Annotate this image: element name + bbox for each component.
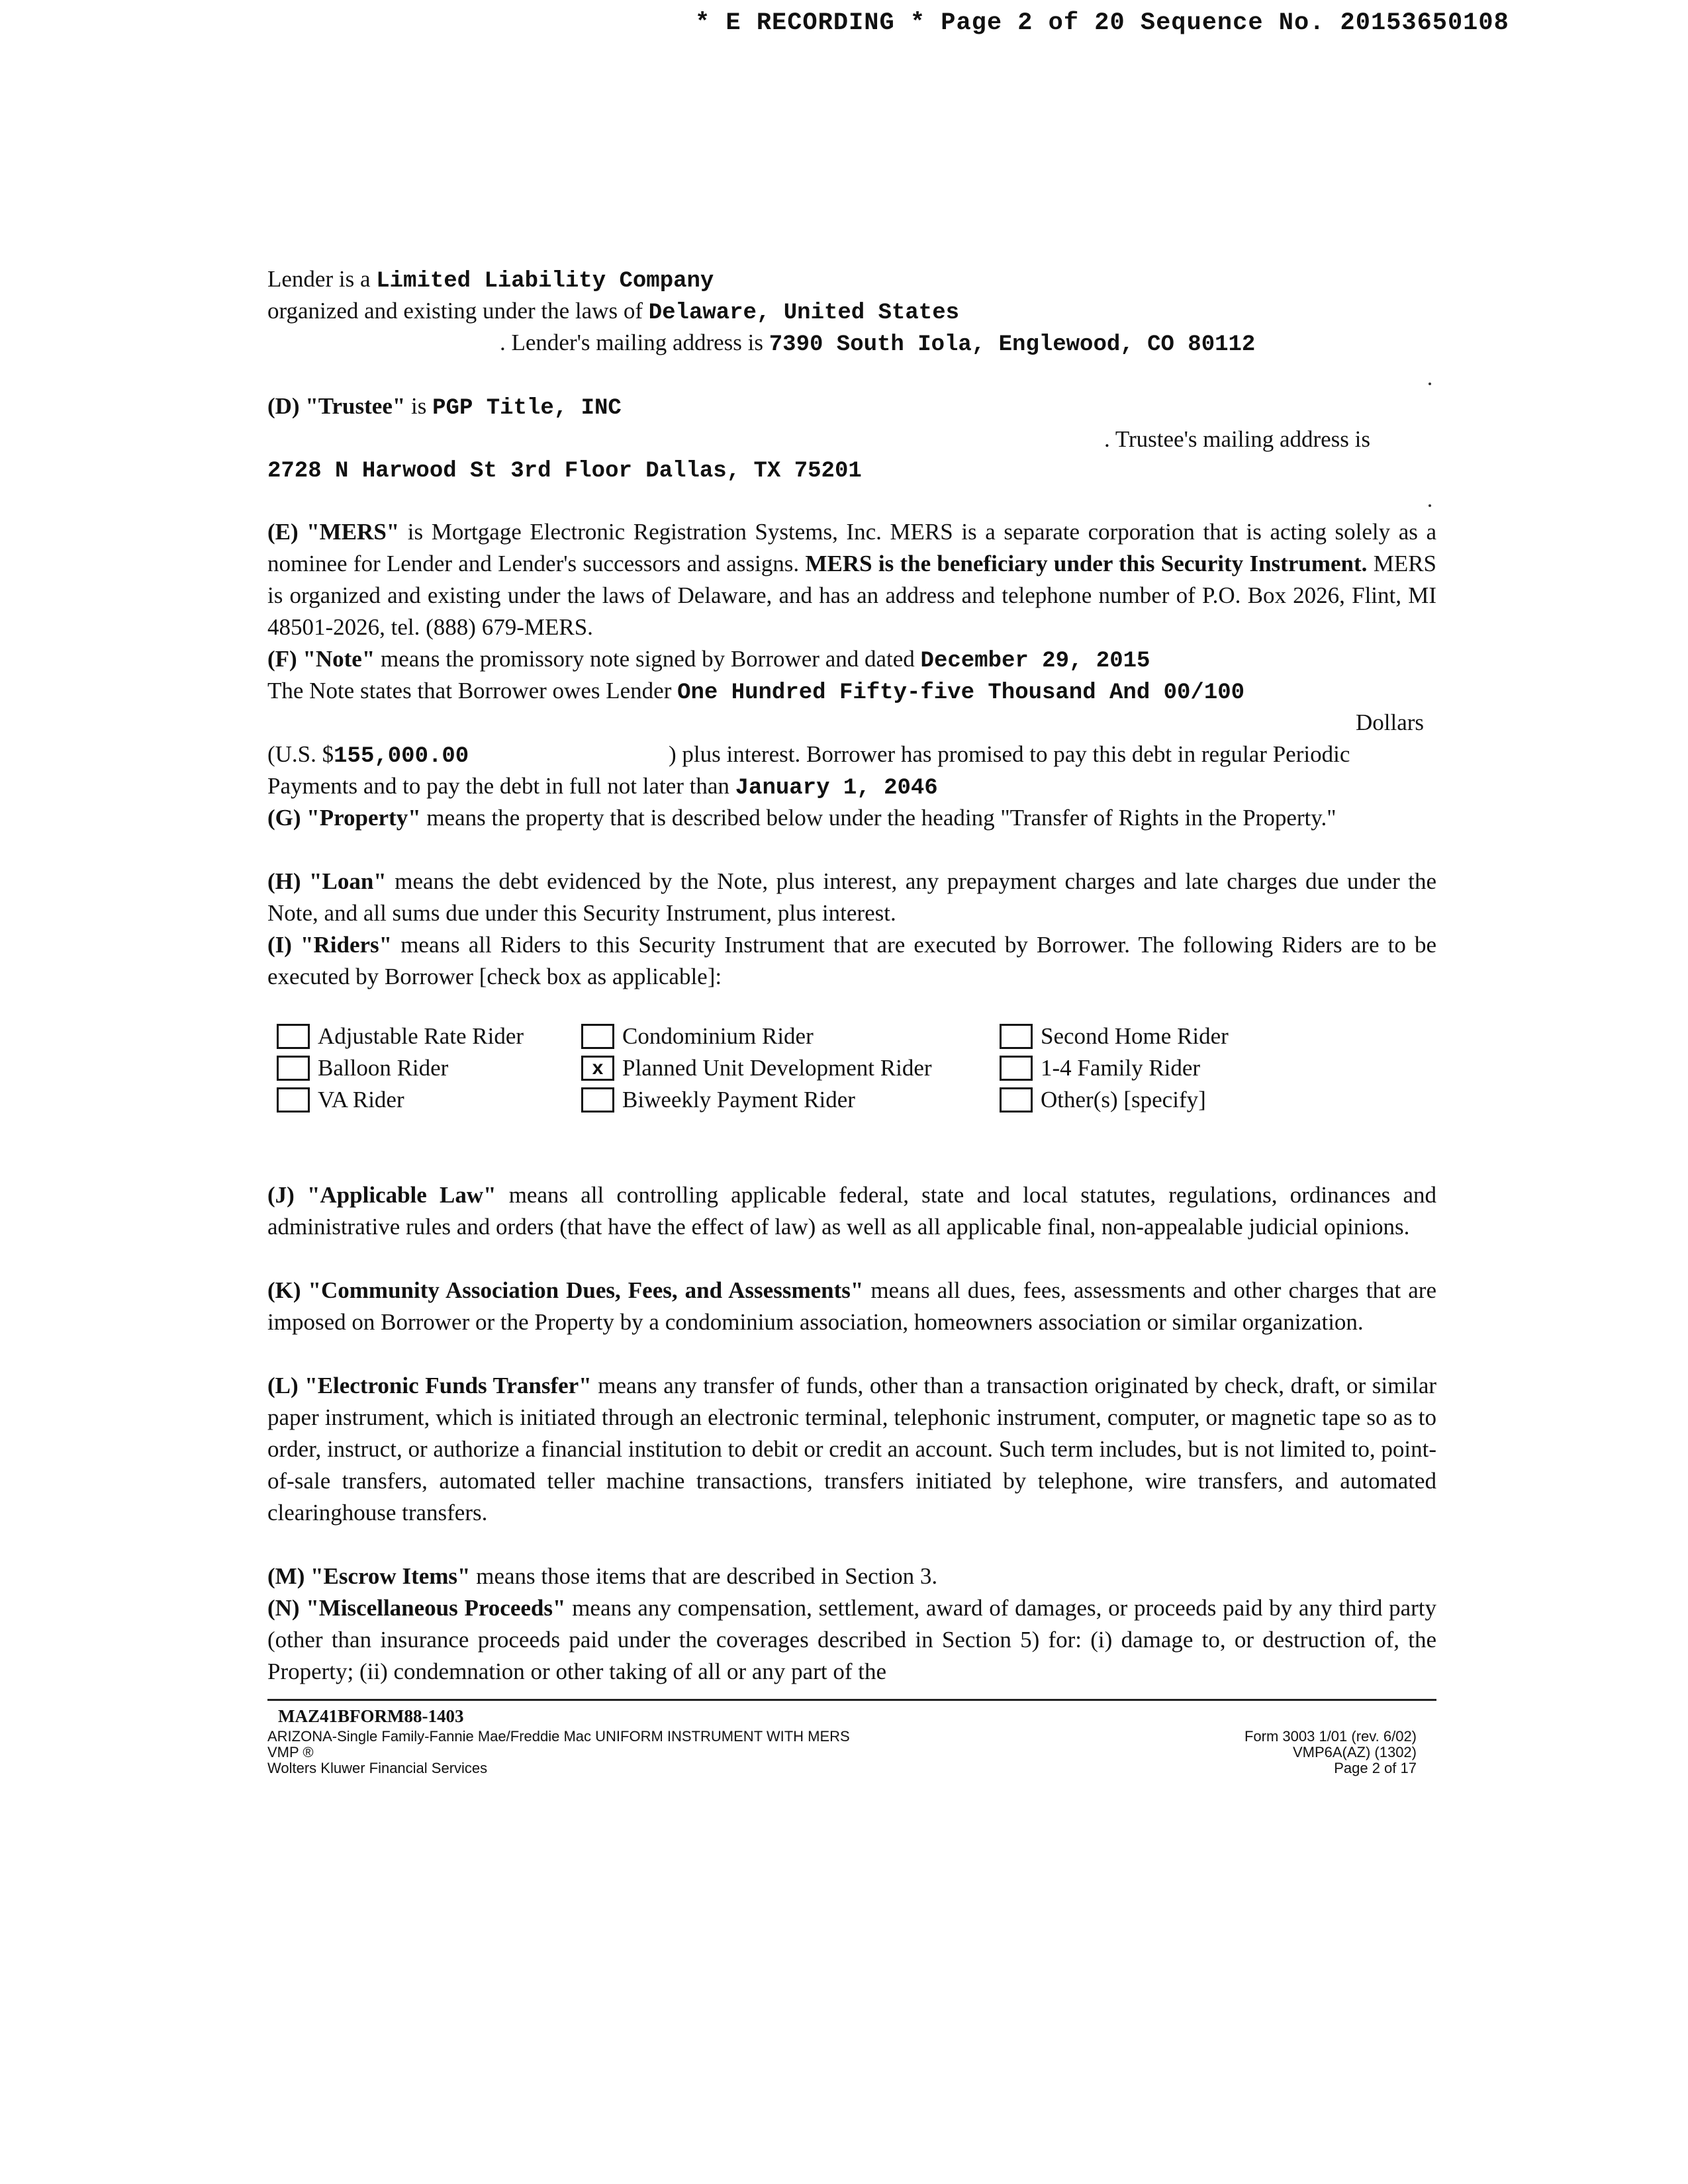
escrow-text: means those items that are described in Section 3.	[470, 1563, 938, 1589]
note-amount-words: One Hundred Fifty-five Thousand And 00/100	[677, 680, 1245, 705]
rider-label: Adjustable Rate Rider	[318, 1023, 524, 1049]
misc-proceeds-definition	[267, 1592, 1436, 1688]
footer-rule	[267, 1699, 1436, 1701]
property-label: (G) "Property"	[267, 805, 421, 831]
footer-left-line3: Wolters Kluwer Financial Services	[267, 1760, 488, 1776]
mers-label: (E) "MERS"	[267, 519, 400, 545]
lender-intro: Lender is a	[267, 266, 377, 292]
rider-label: Biweekly Payment Rider	[622, 1087, 855, 1113]
footer-left-line1: ARIZONA-Single Family-Fannie Mae/Freddie Mac UNIFORM INSTRUMENT WITH MERS	[267, 1728, 850, 1745]
eft-definition	[267, 1370, 1436, 1529]
dues-text: means all dues, fees, assessments and other charges that are imposed on Borrower or the Property by a condominium association, homeowners association or similar organization.	[267, 1277, 1436, 1335]
riders-label: (I) "Riders"	[267, 932, 393, 958]
dues-label: (K) "Community Association Dues, Fees, and Assessments"	[267, 1277, 864, 1303]
property-text: means the property that is described below under the heading "Transfer of Rights in the Property."	[420, 805, 1336, 831]
footer-left-line2: VMP ®	[267, 1744, 314, 1760]
rider-other[interactable]	[1000, 1084, 1206, 1116]
note-line3	[267, 739, 469, 772]
rider-checkbox[interactable]	[1000, 1087, 1033, 1113]
mers-definition	[267, 516, 1436, 643]
mers-bold: MERS is the beneficiary under this Security Instrument.	[805, 551, 1368, 576]
rider-biweekly-payment[interactable]	[581, 1084, 855, 1116]
rider-va[interactable]	[277, 1084, 404, 1116]
rider-label: Second Home Rider	[1041, 1023, 1229, 1049]
footer-page-number: Page 2 of 17	[1334, 1760, 1417, 1776]
loan-text: means the debt evidenced by the Note, plus interest, any prepayment charges and late charges due under the Note, and all sums due under this Security Instrument, plus interest.	[267, 868, 1436, 926]
rider-planned-unit-development[interactable]	[581, 1052, 932, 1084]
misc-label: (N) "Miscellaneous Proceeds"	[267, 1595, 566, 1621]
loan-definition	[267, 866, 1436, 929]
note-line1	[267, 643, 1150, 677]
riders-text: means all Riders to this Security Instrument that are executed by Borrower. The following Riders are to be executed by Borrower [check box as applicable]:	[267, 932, 1436, 989]
escrow-label: (M) "Escrow Items"	[267, 1563, 471, 1589]
misc-text: means any compensation, settlement, award of damages, or proceeds paid by any third party (other than insurance proceeds paid under the coverages described in Section 5) for: (i) damage to, or destruction of, the Property; (ii) condemnation or other taking of all or any part of the	[267, 1595, 1436, 1684]
eft-text: means any transfer of funds, other than a transaction originated by check, draft, or similar paper instrument, which is initiated through an electronic terminal, telephonic instrument, computer, or magnetic tape so as to order, instruct, or authorize a financial institution to debit or credit an account. Such term includes, but is not limited to, point-of-sale transfers, automated teller machine transactions, transfers initiated by telephone, wire transfers, and automated clearinghouse transfers.	[267, 1373, 1437, 1525]
rider-label: 1-4 Family Rider	[1041, 1055, 1201, 1081]
lender-laws-prefix: organized and existing under the laws of	[267, 298, 649, 324]
note-text2: ) plus interest. Borrower has promised to pay this debt in regular Periodic	[669, 741, 1350, 767]
lender-type: Limited Liability Company	[376, 269, 714, 294]
note-maturity: January 1, 2046	[735, 776, 938, 801]
note-amount: 155,000.00	[334, 744, 469, 769]
rider-checkbox[interactable]	[581, 1087, 614, 1113]
footer-right-line2: VMP6A(AZ) (1302)	[1292, 1744, 1417, 1760]
loan-label: (H) "Loan"	[267, 868, 387, 894]
rider-adjustable-rate[interactable]	[277, 1021, 524, 1052]
footer-form-code: MAZ41BFORM88-1403	[278, 1706, 464, 1726]
dot-mark	[1429, 383, 1431, 385]
note-label: (F) "Note"	[267, 646, 375, 672]
note-owes-prefix: The Note states that Borrower owes Lender	[267, 678, 678, 704]
rider-label: VA Rider	[318, 1087, 404, 1113]
rider-checkbox[interactable]	[581, 1024, 614, 1049]
rider-checkbox[interactable]	[1000, 1056, 1033, 1081]
dot-mark	[1429, 504, 1431, 507]
note-text3: Payments and to pay the debt in full not later than	[267, 773, 735, 799]
mers-text1: is Mortgage Electronic Registration Systems, Inc. MERS is a separate corporation that is acting solely as a nominee for Lender and Lender's successors and assigns.	[267, 519, 1436, 576]
rider-checkbox[interactable]	[1000, 1024, 1033, 1049]
riders-definition	[267, 929, 1436, 993]
note-us-prefix: (U.S. $	[267, 741, 334, 767]
rider-condominium[interactable]	[581, 1021, 814, 1052]
trustee-name: PGP Title, INC	[432, 396, 622, 421]
rider-checkbox[interactable]	[277, 1024, 310, 1049]
recording-header: * E RECORDING * Page 2 of 20 Sequence No. 20153650108	[695, 9, 1509, 37]
escrow-definition	[267, 1561, 1436, 1592]
applicable-law-label: (J) "Applicable Law"	[267, 1182, 496, 1208]
note-dollars: Dollars	[1356, 709, 1425, 735]
rider-label: Balloon Rider	[318, 1055, 449, 1081]
eft-label: (L) "Electronic Funds Transfer"	[267, 1373, 592, 1398]
note-date: December 29, 2015	[920, 649, 1150, 674]
note-text1: means the promissory note signed by Borrower and dated	[375, 646, 921, 672]
lender-address-line	[500, 327, 1255, 361]
rider-checkbox[interactable]	[277, 1087, 310, 1113]
lender-laws-line	[267, 295, 959, 329]
lender-address: 7390 South Iola, Englewood, CO 80112	[769, 332, 1256, 357]
applicable-law-text: means all controlling applicable federal, state and local statutes, regulations, ordinances and administrative rules and orders (that have the effect of law) as well as all applicable final, non-appealable judicial opinions.	[267, 1182, 1436, 1240]
lender-type-line	[267, 263, 714, 297]
lender-state: Delaware, United States	[648, 300, 960, 326]
rider-second-home[interactable]	[1000, 1021, 1229, 1052]
property-definition	[267, 802, 1436, 834]
footer-right-line1: Form 3003 1/01 (rev. 6/02)	[1244, 1728, 1417, 1745]
dues-definition	[267, 1275, 1436, 1338]
rider-1-4-family[interactable]	[1000, 1052, 1200, 1084]
trustee-line	[267, 390, 622, 424]
rider-label: Condominium Rider	[622, 1023, 814, 1049]
rider-label: Other(s) [specify]	[1041, 1087, 1206, 1113]
trustee-address-prefix: . Trustee's mailing address is	[1104, 426, 1371, 452]
applicable-law-definition	[267, 1179, 1436, 1243]
lender-address-prefix: . Lender's mailing address is	[500, 330, 769, 355]
rider-label: Planned Unit Development Rider	[622, 1055, 932, 1081]
rider-checkbox[interactable]: x	[581, 1056, 614, 1081]
trustee-is: is	[405, 393, 433, 419]
note-line2	[267, 675, 1244, 709]
trustee-label: (D) "Trustee"	[267, 393, 406, 419]
rider-checkbox[interactable]	[277, 1056, 310, 1081]
note-line4	[267, 770, 938, 804]
rider-balloon[interactable]	[277, 1052, 448, 1084]
trustee-address: 2728 N Harwood St 3rd Floor Dallas, TX 75201	[267, 459, 862, 484]
mers-text2: MERS is organized and existing under the laws of Delaware, and has an address and telephone number of P.O. Box 2026, Flint, MI 48501-2026, tel. (888) 679-MERS.	[267, 551, 1437, 640]
